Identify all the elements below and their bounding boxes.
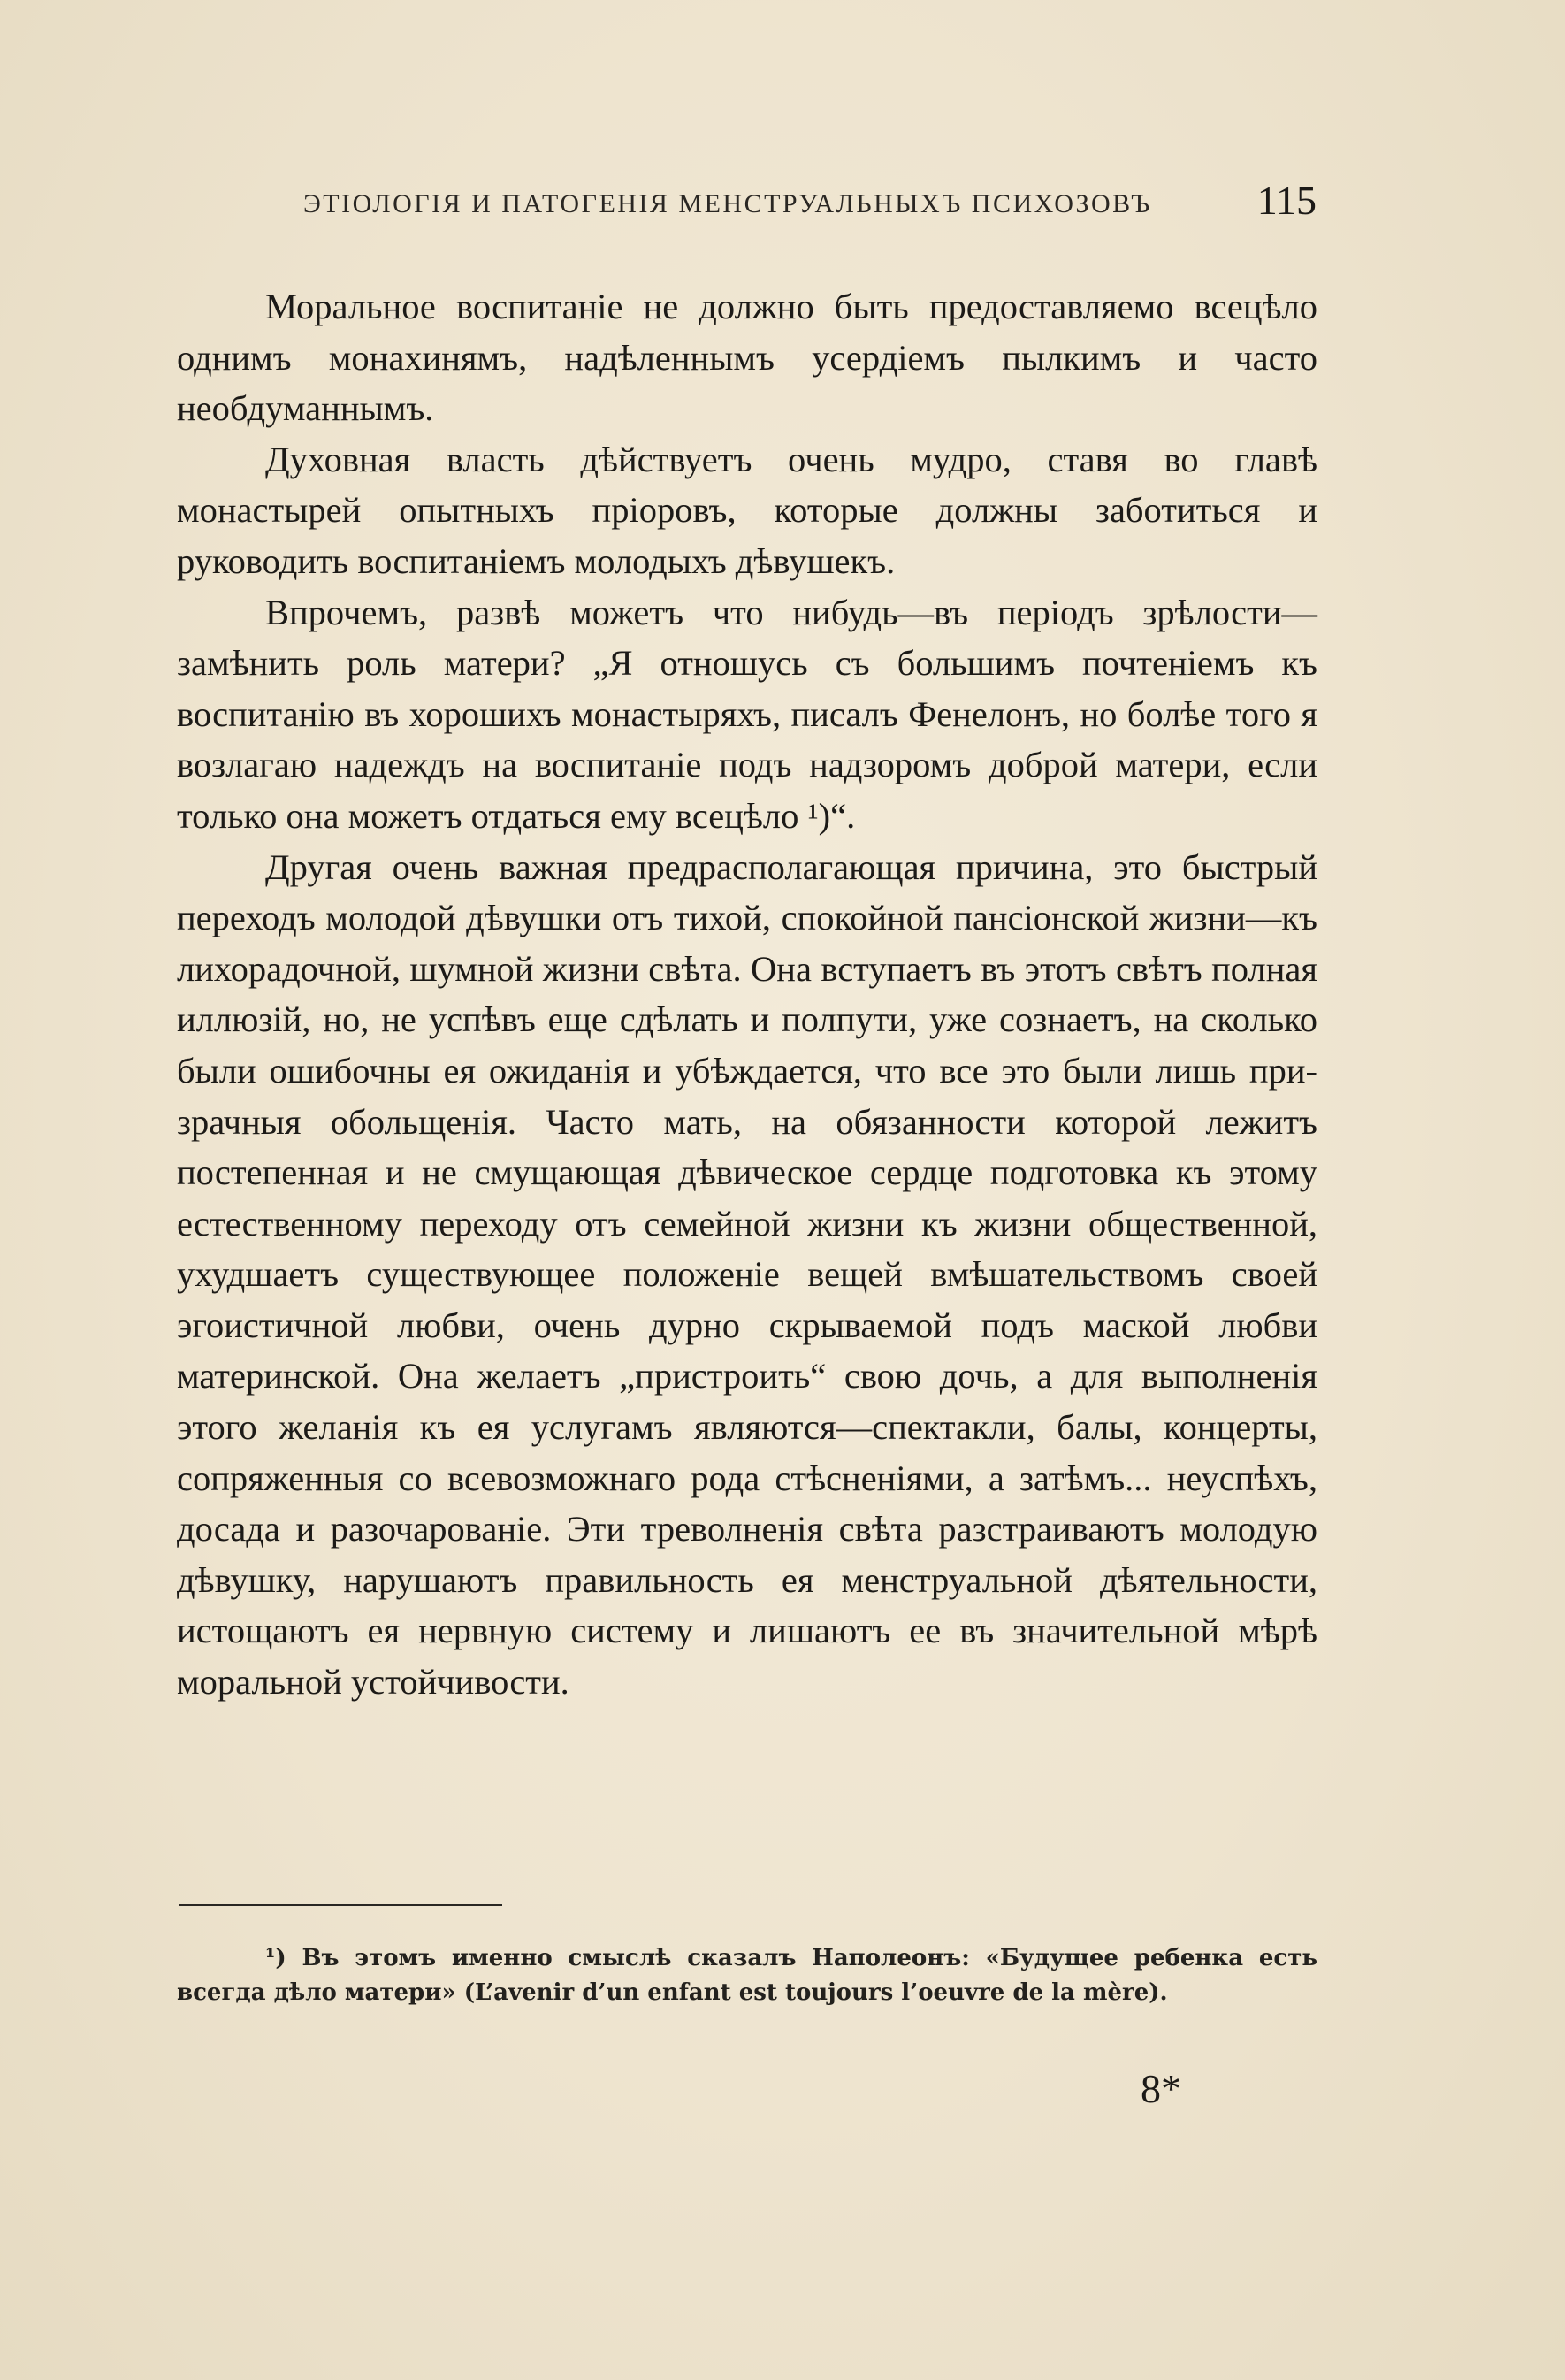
main-text: [177, 281, 1317, 1708]
running-head: ЭТІОЛОГІЯ И ПАТОГЕНІЯ МЕНСТРУАЛЬНЫХЪ ПСИХОЗОВЪ: [303, 189, 1152, 218]
paragraph-1: Моральное воспитаніе не должно быть предоставляемо всецѣло однимъ монахинямъ, надѣленнымъ усердіемъ пылкимъ и часто необдуманнымъ.: [177, 287, 1317, 429]
paragraph-4: Другая очень важная предрасполагающая причина, это быстрый переходъ молодой дѣвушки отъ тихой, спокойной пансіонской жизни—къ лихорадочной, шумной жизни свѣта. Она вступаетъ въ этотъ свѣтъ полная иллюзій, но, не успѣвъ еще сдѣлать и полпути, уже сознаетъ, на сколько были ошибочны ея ожиданія и убѣждается, что все это были лишь призрачныя обольщенія. Часто мать, на обязанности которой лежитъ постепенная и не смущающая дѣвическое сердце подготовка къ этому естественному переходу отъ семейной жизни къ жизни общественной, ухудшаетъ существующее положеніе вещей вмѣшательствомъ своей эгоистичной любви, очень дурно скрываемой подъ маской любви материнской. Она желаетъ „пристроить“ свою дочь, а для выполненія этого желанія къ ея услугамъ являются—спектакли, балы, концерты, сопряженныя со всевозможнаго рода стѣсненіями, а затѣмъ... неуспѣхъ, досада и разочарованіе. Эти треволненія свѣта разстраиваютъ молодую дѣвушку, нарушаютъ правильность ея менструальной дѣятельности, истощаютъ ея нервную систему и лишаютъ ее въ значительной мѣрѣ моральной устойчивости.: [177, 846, 1317, 1703]
page-header: [177, 177, 1326, 233]
footnote-divider: [179, 1904, 502, 1906]
paragraph-2: Духовная власть дѣйствуетъ очень мудро, ставя во главѣ монастырей опытныхъ пріоровъ, которые должны заботиться и руководить воспитаніемъ молодыхъ дѣвушекъ.: [177, 439, 1317, 581]
paragraph-3: Впрочемъ, развѣ можетъ что нибудь—въ періодъ зрѣлости—замѣнить роль матери? „Я отношусь съ большимъ почтеніемъ къ воспитанію въ хорошихъ монастыряхъ, писалъ Фенелонъ, но болѣе того я возлагаю надеждъ на воспитаніе подъ надзоромъ доброй матери, если только она можетъ отдаться ему всецѣло ¹)“.: [177, 592, 1317, 836]
footnote: ¹) Въ этомъ именно смыслѣ сказалъ Наполеонъ: «Будущее ребенка есть всегда дѣло матери» (L’avenir d’un enfant est toujours l’oeuvre de la mère).: [177, 1945, 1317, 2006]
signature-mark: 8*: [1141, 2066, 1181, 2111]
page-number: 115: [1256, 178, 1317, 223]
